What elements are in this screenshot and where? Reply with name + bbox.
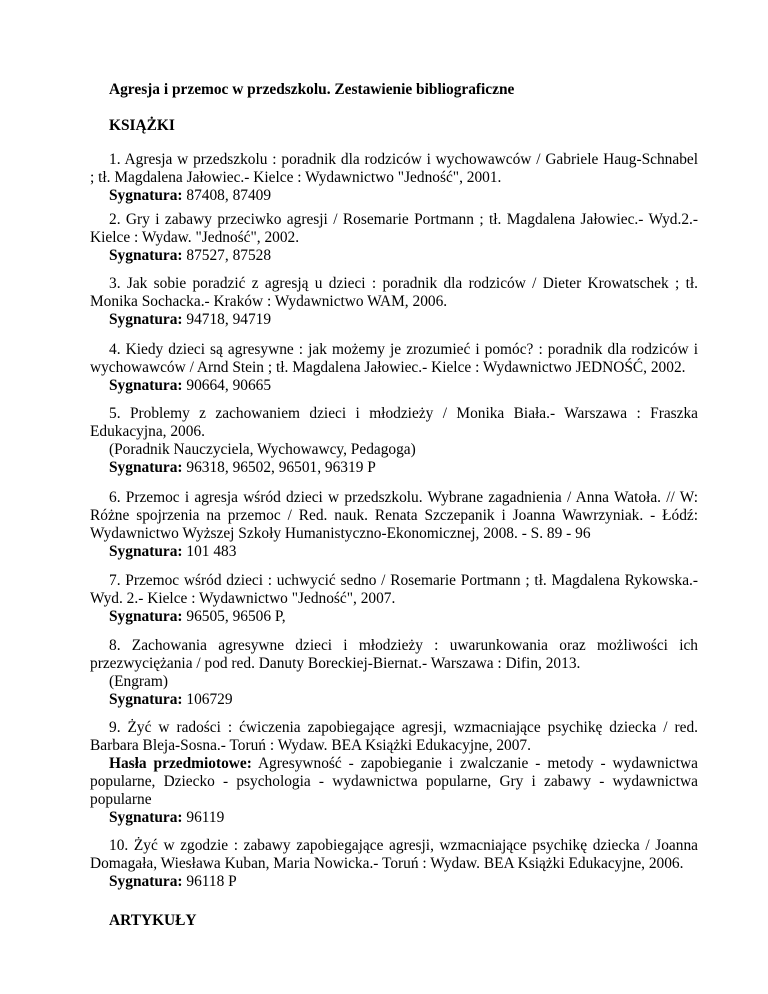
signature-value: 87527, 87528 [182, 247, 272, 264]
entry-text-line: 8. Zachowania agresywne dzieci i młodzieży : uwarunkowania oraz możliwości ich [109, 637, 698, 654]
entry-text-line: Edukacyjna, 2006. [90, 423, 205, 440]
bibliography-entry-1 [90, 151, 698, 205]
bibliography-entry-10 [90, 837, 698, 891]
bibliography-entry-7 [90, 572, 698, 626]
entry-text-line: 6. Przemoc i agresja wśród dzieci w przedszkolu. Wybrane zagadnienia / Anna Watoła. // W: [109, 489, 698, 506]
signature-label: Sygnatura: [109, 809, 183, 826]
bibliography-entry-8 [90, 637, 698, 709]
bibliography-entry-4 [90, 341, 698, 395]
signature-value: 96318, 96502, 96501, 96319 P [182, 459, 376, 476]
signature-line [90, 691, 698, 709]
signature-value: 87408, 87409 [182, 187, 272, 204]
signature-value: 106729 [182, 691, 233, 708]
entry-text-line: Różne spojrzenia na przemoc / Red. nauk. Renata Szczepanik i Joanna Wawrzyniak. - Łódź: [90, 507, 698, 524]
subject-headings-line: popularne, Dziecko - psychologia - wydawnictwa popularne, Gry i zabawy - wydawnictwa [90, 773, 698, 790]
signature-label: Sygnatura: [109, 187, 183, 204]
entry-text-line: Monika Sochacka.- Kraków : Wydawnictwo WAM, 2006. [90, 293, 448, 310]
signature-value: 90664, 90665 [182, 377, 272, 394]
subject-headings-text: Agresywność - zapobieganie i zwalczanie - metody - wydawnictwa [251, 755, 698, 772]
entry-text-line: Domagała, Wiesława Kuban, Maria Nowicka.- Toruń : Wydaw. BEA Książki Edukacyjne, 2006. [90, 855, 684, 872]
series-note: (Poradnik Nauczyciela, Wychowawcy, Pedagoga) [109, 441, 416, 458]
subject-headings-line [90, 755, 698, 773]
entry-text-line: 3. Jak sobie poradzić z agresją u dzieci : poradnik dla rodziców / Dieter Krowatschek ; tł. [109, 275, 698, 292]
signature-value: 94718, 94719 [182, 311, 272, 328]
entry-text-line: 4. Kiedy dzieci są agresywne : jak możemy je zrozumieć i pomóc? : poradnik dla rodziców i [109, 341, 698, 358]
entry-text-line: Barbara Bleja-Sosna.- Toruń : Wydaw. BEA Książki Edukacyjne, 2007. [90, 737, 531, 754]
series-note: (Engram) [109, 673, 168, 690]
signature-value: 101 483 [182, 543, 237, 560]
page-title: Agresja i przemoc w przedszkolu. Zestawienie bibliograficzne [109, 81, 515, 98]
signature-label: Sygnatura: [109, 377, 183, 394]
entry-text-line: przezwyciężania / pod red. Danuty Boreckiej-Biernat.- Warszawa : Difin, 2013. [90, 655, 581, 672]
subject-headings-label: Hasła przedmiotowe: [109, 755, 252, 772]
bibliography-entry-9 [90, 719, 698, 827]
signature-line [90, 873, 698, 891]
entry-text-line: 5. Problemy z zachowaniem dzieci i młodzieży / Monika Biała.- Warszawa : Fraszka [109, 405, 698, 422]
entry-text-line: ; tł. Magdalena Jałowiec.- Kielce : Wydawnictwo "Jedność", 2001. [90, 169, 502, 186]
signature-label: Sygnatura: [109, 543, 183, 560]
entry-text-line: 1. Agresja w przedszkolu : poradnik dla rodziców i wychowawców / Gabriele Haug-Schnabel [109, 151, 698, 168]
bibliography-entry-2 [90, 211, 698, 265]
entry-text-line: Wyd. 2.- Kielce : Wydawnictwo "Jedność", 2007. [90, 590, 396, 607]
signature-line [90, 543, 698, 561]
signature-line [90, 377, 698, 395]
section-heading-books: KSIĄŻKI [109, 117, 175, 134]
subject-headings-line: popularne [90, 791, 152, 808]
signature-label: Sygnatura: [109, 311, 183, 328]
signature-line [90, 459, 698, 477]
bibliography-entry-5 [90, 405, 698, 477]
signature-label: Sygnatura: [109, 691, 183, 708]
entry-text-line: 10. Żyć w zgodzie : zabawy zapobiegające agresji, wzmacniające psychikę dziecka / Joanna [109, 837, 698, 854]
bibliography-entry-3 [90, 275, 698, 329]
bibliography-entry-6 [90, 489, 698, 561]
signature-line [90, 187, 698, 205]
signature-line [90, 608, 698, 626]
section-heading-articles: ARTYKUŁY [109, 912, 197, 929]
entry-text-line: Wydawnictwo Wyższej Szkoły Humanistyczno-Ekonomicznej, 2008. - S. 89 - 96 [90, 525, 591, 542]
entry-text-line: 7. Przemoc wśród dzieci : uchwycić sedno / Rosemarie Portmann ; tł. Magdalena Rykowska.- [109, 572, 698, 589]
signature-line [90, 311, 698, 329]
signature-value: 96118 P [182, 873, 237, 890]
signature-label: Sygnatura: [109, 247, 183, 264]
signature-line [90, 809, 698, 827]
entry-text-line: Kielce : Wydaw. "Jedność", 2002. [90, 229, 300, 246]
signature-value: 96505, 96506 P, [182, 608, 286, 625]
signature-label: Sygnatura: [109, 873, 183, 890]
signature-label: Sygnatura: [109, 459, 183, 476]
signature-label: Sygnatura: [109, 608, 183, 625]
signature-value: 96119 [182, 809, 225, 826]
entry-text-line: 9. Żyć w radości : ćwiczenia zapobiegające agresji, wzmacniające psychikę dziecka / red. [109, 719, 698, 736]
entry-text-line: wychowawców / Arnd Stein ; tł. Magdalena Jałowiec.- Kielce : Wydawnictwo JEDNOŚĆ, 2002. [90, 359, 686, 376]
entry-text-line: 2. Gry i zabawy przeciwko agresji / Rosemarie Portmann ; tł. Magdalena Jałowiec.- Wyd.2.- [109, 211, 698, 228]
signature-line [90, 247, 698, 265]
